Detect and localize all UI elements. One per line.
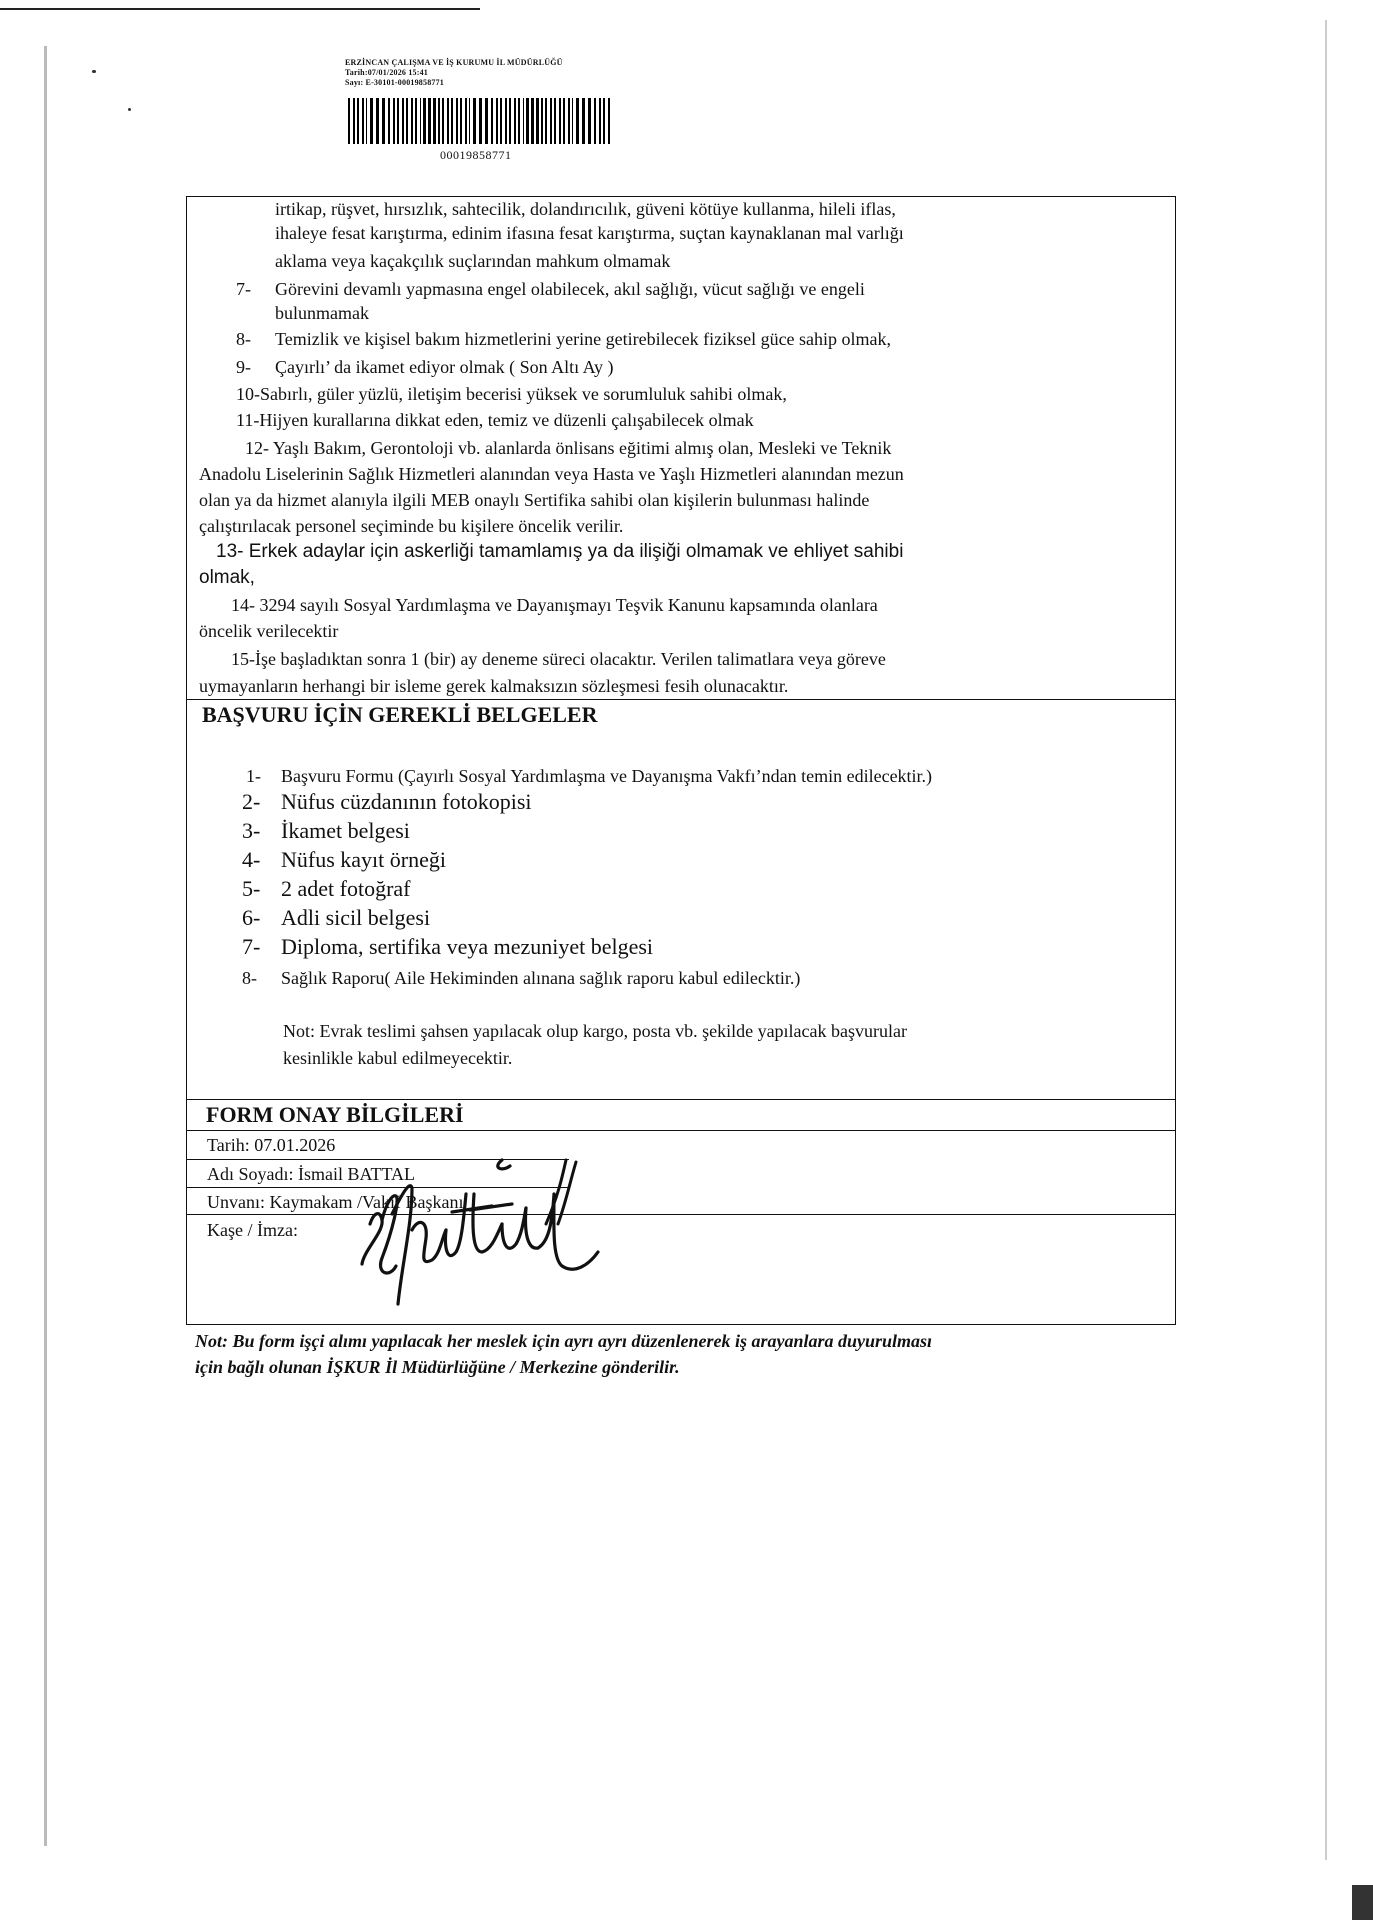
requirement-item-13: 13- Erkek adaylar için askerliği tamamlamış ya da ilişiği olmamak ve ehliyet sahibi [216, 541, 904, 562]
barcode-bar [576, 98, 579, 144]
document-item: Nüfus cüzdanının fotokopisi [281, 789, 532, 814]
barcode-bar [509, 98, 511, 144]
barcode-bar [541, 98, 543, 144]
barcode-bar [423, 98, 426, 144]
requirement-item-13: olmak, [199, 567, 255, 588]
barcode-bar [550, 98, 552, 144]
document-item: Diploma, sertifika veya mezuniyet belgesi [281, 934, 654, 959]
requirement-item-10: 10-Sabırlı, güler yüzlü, iletişim becerisi yüksek ve sorumluluk sahibi olmak, [236, 384, 787, 404]
scan-edge-bottom [1352, 1885, 1373, 1920]
approval-date: Tarih: 07.01.2026 [207, 1135, 336, 1155]
barcode-bar [568, 98, 570, 144]
document-number: 5- [242, 876, 261, 901]
barcode-bar [505, 98, 507, 144]
requirement-item-12: olan ya da hizmet alanıyla ilgili MEB onaylı Sertifika sahibi olan kişilerin bulunması halinde [199, 490, 870, 510]
footer-note-line: Not: Bu form işçi alımı yapılacak her meslek için ayrı ayrı düzenlenerek iş arayanlara duyurulması [195, 1331, 933, 1351]
requirement-item-12: Anadolu Liselerinin Sağlık Hizmetleri alanından veya Hasta ve Yaşlı Hizmetleri alanından mezun [199, 464, 904, 484]
barcode-bar [559, 98, 561, 144]
barcode-bar [388, 98, 390, 144]
requirement-item-7: bulunmamak [275, 303, 369, 323]
barcode-bar [599, 98, 601, 144]
barcode-bar [362, 98, 364, 144]
barcode-bar [370, 98, 373, 144]
requirement-number: 8- [236, 329, 251, 349]
divider [187, 1130, 1175, 1131]
document-header [345, 58, 645, 88]
barcode-bar [594, 98, 596, 144]
barcode-bar [523, 98, 524, 144]
approval-stamp-signature: Kaşe / İmza: [207, 1220, 298, 1240]
barcode-bar [357, 98, 359, 144]
document-number: 7- [242, 934, 261, 959]
requirement-number: 9- [236, 357, 251, 377]
requirement-continuation: ihaleye fesat karıştırma, edinim ifasına fesat karıştırma, suçtan kaynaklanan mal varlığı [275, 223, 904, 243]
barcode-bar [473, 98, 476, 144]
document-number: 4- [242, 847, 261, 872]
requirement-item-8: Temizlik ve kişisel bakım hizmetlerini yerine getirebilecek fiziksel güce sahip olmak, [275, 329, 892, 349]
barcode-bar [608, 98, 610, 144]
scan-edge-top [0, 8, 480, 10]
barcode-bar [415, 98, 417, 144]
barcode-bar [438, 98, 440, 144]
approval-title: FORM ONAY BİLGİLERİ [206, 1102, 464, 1127]
barcode-bar [588, 98, 591, 144]
approval-name: Adı Soyadı: İsmail BATTAL [207, 1164, 416, 1184]
barcode-number: 00019858771 [440, 148, 512, 162]
divider [187, 1214, 1175, 1215]
barcode-bar [536, 98, 539, 144]
signature-image [352, 1154, 614, 1324]
barcode-bar [393, 98, 395, 144]
header-number: Sayı: E-30101-00019858771 [345, 78, 444, 87]
scan-speck [128, 108, 131, 111]
barcode-bar [603, 98, 605, 144]
barcode-bar [518, 98, 520, 144]
approval-title-field: Unvanı: Kaymakam /Vakıf Başkanı [207, 1192, 464, 1212]
document-item: Nüfus kayıt örneği [281, 847, 446, 872]
barcode-bar [479, 98, 482, 144]
scan-edge-right [1325, 20, 1327, 1860]
document-number: 1- [246, 766, 261, 786]
document-number: 2- [242, 789, 261, 814]
barcode-bar [411, 98, 413, 144]
requirement-continuation: irtikap, rüşvet, hırsızlık, sahtecilik, dolandırıcılık, güveni kötüye kullanma, hileli iflas, [275, 199, 896, 219]
document-item: Sağlık Raporu( Aile Hekiminden alınana sağlık raporu kabul edilecktir.) [281, 968, 801, 988]
requirement-item-11: 11-Hijyen kurallarına dikkat eden, temiz ve düzenli çalışabilecek olmak [236, 410, 754, 430]
barcode-bar [433, 98, 436, 144]
barcode-bar [496, 98, 498, 144]
barcode-bar [572, 98, 573, 144]
barcode-bar [397, 98, 399, 144]
barcode-bar [428, 98, 431, 144]
requirement-continuation: aklama veya kaçakçılık suçlarından mahkum olmamak [275, 251, 671, 271]
requirement-number: 7- [236, 279, 251, 299]
barcode-bar [460, 98, 462, 144]
barcode-bar [514, 98, 516, 144]
barcode-bar [451, 98, 453, 144]
documents-note: kesinlikle kabul edilmeyecektir. [283, 1048, 513, 1068]
barcode-bar [554, 98, 556, 144]
barcode-bar [563, 98, 565, 144]
barcode-bar [353, 98, 355, 144]
requirement-item-15: uymayanların herhangi bir isleme gerek kalmaksızın sözleşmesi fesih olunacaktır. [199, 676, 789, 696]
requirement-item-15: 15-İşe başladıktan sonra 1 (bir) ay deneme süreci olacaktır. Verilen talimatlara veya göreve [231, 649, 886, 669]
barcode [348, 98, 614, 144]
footer-note [195, 1328, 932, 1380]
barcode-bar [442, 98, 444, 144]
barcode-bar [582, 98, 585, 144]
scan-edge-left [44, 46, 47, 1846]
requirement-item-7: Görevini devamlı yapmasına engel olabilecek, akıl sağlığı, vücut sağlığı ve engeli [275, 279, 865, 299]
barcode-bar [348, 98, 350, 144]
documents-title: BAŞVURU İÇİN GEREKLİ BELGELER [202, 702, 598, 727]
barcode-bar [531, 98, 534, 144]
barcode-bar [376, 98, 379, 144]
barcode-bar [526, 98, 529, 144]
document-number: 3- [242, 818, 261, 843]
barcode-bar [491, 98, 493, 144]
barcode-bar [545, 98, 547, 144]
footer-note-line: için bağlı olunan İŞKUR İl Müdürlüğüne / Merkezine gönderilir. [195, 1357, 680, 1377]
requirement-item-9: Çayırlı’ da ikamet ediyor olmak ( Son Altı Ay ) [275, 357, 614, 377]
requirement-item-14: 14- 3294 sayılı Sosyal Yardımlaşma ve Dayanışmayı Teşvik Kanunu kapsamında olanlara [231, 595, 878, 615]
requirement-item-14: öncelik verilecektir [199, 621, 339, 641]
barcode-bar [406, 98, 408, 144]
requirement-item-12: 12- Yaşlı Bakım, Gerontoloji vb. alanlarda önlisans eğitimi almış olan, Mesleki ve Teknik [245, 438, 892, 458]
barcode-bar [420, 98, 421, 144]
document-item: Başvuru Formu (Çayırlı Sosyal Yardımlaşma ve Dayanışma Vakfı’ndan temin edilecektir.) [281, 766, 933, 786]
barcode-bar [456, 98, 458, 144]
barcode-bar [402, 98, 404, 144]
barcode-bar [485, 98, 488, 144]
barcode-bar [366, 98, 367, 144]
institution-name: ERZİNCAN ÇALIŞMA VE İŞ KURUMU İL MÜDÜRLÜĞÜ [345, 58, 563, 67]
documents-note: Not: Evrak teslimi şahsen yapılacak olup kargo, posta vb. şekilde yapılacak başvurular [283, 1021, 907, 1041]
document-item: İkamet belgesi [281, 818, 410, 843]
barcode-bar [500, 98, 502, 144]
document-number: 8- [242, 968, 257, 988]
header-date: Tarih:07/01/2026 15:41 [345, 68, 428, 77]
requirement-item-12: çalıştırılacak personel seçiminde bu kişilere öncelik verilir. [199, 516, 624, 536]
barcode-bar [447, 98, 449, 144]
barcode-bar [469, 98, 470, 144]
barcode-bar [465, 98, 467, 144]
document-number: 6- [242, 905, 261, 930]
barcode-bar [382, 98, 385, 144]
document-item: 2 adet fotoğraf [281, 876, 411, 901]
scan-speck [92, 70, 96, 73]
document-item: Adli sicil belgesi [281, 905, 431, 930]
